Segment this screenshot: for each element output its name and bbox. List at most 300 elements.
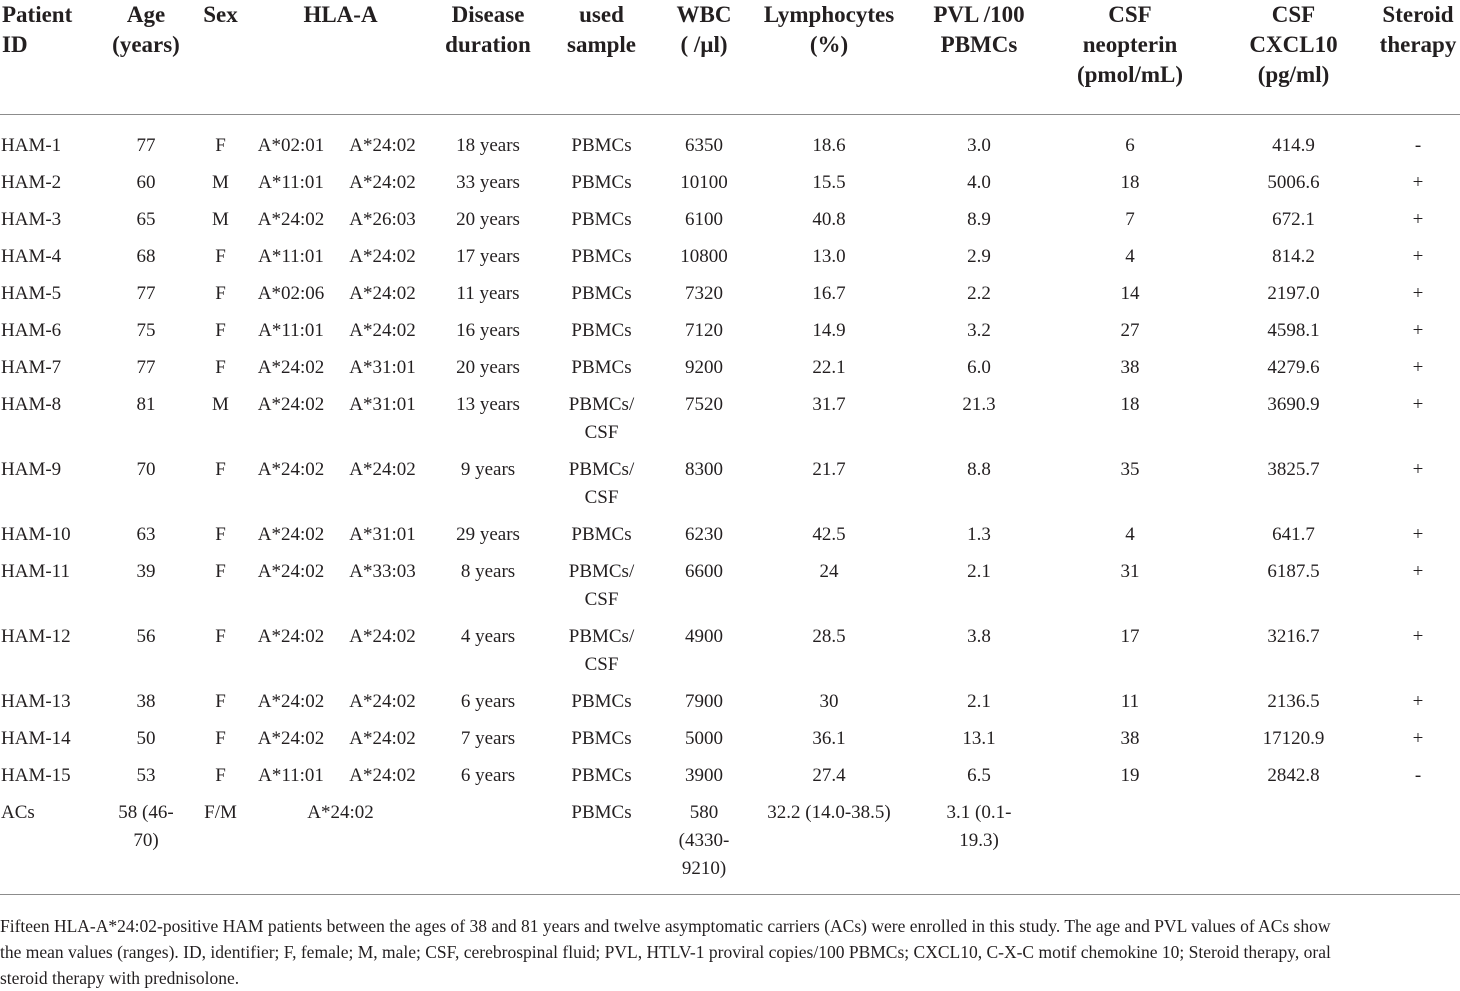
text-line: 14.9: [812, 320, 846, 341]
cell-wbc: [659, 725, 749, 762]
cell-sex: F: [215, 626, 226, 647]
cell-wbc: [659, 558, 749, 623]
cell-lymphocytes: [749, 688, 909, 725]
cell-sex: F/M: [204, 802, 237, 823]
cell-pvl: [909, 391, 1049, 456]
cell-patient-id: ACs: [1, 802, 35, 823]
text-line: 3.0: [967, 135, 991, 156]
text-line: (4330-: [678, 830, 730, 851]
text-line: 1.3: [967, 524, 991, 545]
text-line: 2.1: [967, 691, 991, 712]
text-line: 3.8: [967, 626, 991, 647]
cell-patient-id: HAM-13: [1, 691, 71, 712]
cell-lymphocytes: [749, 799, 909, 895]
cell-disease-duration: 20 years: [456, 209, 520, 230]
text-line: PBMCs: [571, 172, 632, 193]
cell-csf-neopterin: 35: [1120, 459, 1140, 480]
cell-csf-cxcl10: 2136.5: [1267, 691, 1320, 712]
cell-lymphocytes: [749, 115, 909, 170]
table-row: [0, 206, 1460, 243]
cell-hla-allele-2: A*24:02: [349, 283, 416, 304]
text-line: Disease: [451, 2, 525, 27]
cell-used-sample: [544, 762, 659, 799]
cell-sex: F: [215, 357, 226, 378]
text-line: CSF: [1271, 2, 1316, 27]
cell-steroid-therapy: +: [1412, 691, 1424, 712]
cell-lymphocytes: [749, 623, 909, 688]
cell-csf-neopterin: 18: [1120, 394, 1140, 415]
cell-csf-cxcl10: 641.7: [1272, 524, 1315, 545]
text-line: 8.9: [967, 209, 991, 230]
cell-csf-cxcl10: 414.9: [1272, 135, 1315, 156]
cell-hla-allele-2: A*24:02: [349, 459, 416, 480]
cell-disease-duration: 18 years: [456, 135, 520, 156]
cell-csf-neopterin: 11: [1120, 691, 1140, 712]
cell-disease-duration: 7 years: [460, 728, 516, 749]
header-hla-a: [249, 0, 432, 115]
text-line: WBC: [676, 2, 732, 27]
cell-disease-duration: 20 years: [456, 357, 520, 378]
cell-hla-allele-1: A*24:02: [257, 209, 325, 230]
text-line: 3.1 (0.1-: [946, 802, 1012, 823]
cell-pvl: [909, 725, 1049, 762]
cell-hla-allele-1: A*02:01: [257, 135, 325, 156]
text-line: 18.6: [812, 135, 846, 156]
text-line: 10800: [680, 246, 728, 267]
table-row: [0, 762, 1460, 799]
cell-lymphocytes: [749, 558, 909, 623]
cell-age: 81: [136, 394, 156, 415]
cell-pvl: [909, 762, 1049, 799]
text-line: PBMCs/: [568, 394, 635, 415]
text-line: CXCL10: [1249, 32, 1338, 57]
cell-steroid-therapy: -: [1414, 765, 1422, 786]
cell-hla-allele-2: A*31:01: [349, 394, 416, 415]
cell-sex: F: [215, 691, 226, 712]
header-pvl: [909, 0, 1049, 115]
text-line: 6.0: [967, 357, 991, 378]
cell-wbc: [659, 206, 749, 243]
text-line: 58 (46-: [118, 802, 174, 823]
cell-csf-neopterin: 17: [1120, 626, 1140, 647]
text-line: PBMCs: [571, 135, 632, 156]
cell-wbc: [659, 799, 749, 895]
cell-steroid-therapy: [1376, 799, 1460, 895]
text-line: PBMCs: [940, 32, 1018, 57]
cell-pvl: [909, 115, 1049, 170]
cell-hla-allele-2: A*26:03: [349, 209, 416, 230]
cell-patient-id: HAM-6: [1, 320, 62, 341]
text-line: (pg/ml): [1257, 62, 1330, 87]
text-line: 28.5: [812, 626, 846, 647]
text-line: 9200: [685, 357, 723, 378]
cell-age: 77: [136, 135, 156, 156]
text-line: CSF: [584, 589, 619, 610]
table-footnote: [0, 913, 1460, 991]
cell-sex: F: [215, 524, 226, 545]
cell-wbc: [659, 391, 749, 456]
text-line: 5000: [685, 728, 723, 749]
cell-used-sample: [544, 317, 659, 354]
text-line: 6230: [685, 524, 723, 545]
cell-patient-id: HAM-3: [1, 209, 62, 230]
cell-wbc: [659, 688, 749, 725]
cell-age: 75: [136, 320, 156, 341]
cell-steroid-therapy: +: [1412, 283, 1424, 304]
cell-age: 38: [136, 691, 156, 712]
cell-used-sample: [544, 354, 659, 391]
text-line: 9210): [681, 858, 727, 879]
cell-lymphocytes: [749, 725, 909, 762]
cell-wbc: [659, 762, 749, 799]
cell-patient-id: HAM-11: [1, 561, 70, 582]
text-line: PBMCs: [571, 728, 632, 749]
cell-used-sample: [544, 456, 659, 521]
text-line: Lymphocytes: [763, 2, 895, 27]
cell-hla-allele-1: A*24:02: [257, 691, 325, 712]
header-disease-duration: [432, 0, 544, 115]
cell-hla-allele-2: A*31:01: [349, 357, 416, 378]
cell-hla-allele-1: A*24:02: [257, 394, 325, 415]
cell-disease-duration: 33 years: [456, 172, 520, 193]
text-line: (pmol/mL): [1076, 62, 1184, 87]
cell-hla-allele-2: A*24:02: [349, 135, 416, 156]
text-line: 40.8: [812, 209, 846, 230]
cell-hla-allele-2: A*24:02: [349, 691, 416, 712]
cell-sex: M: [212, 394, 229, 415]
cell-wbc: [659, 354, 749, 391]
cell-csf-cxcl10: 4279.6: [1267, 357, 1320, 378]
text-line: 8.8: [967, 459, 991, 480]
cell-csf-cxcl10: 2197.0: [1267, 283, 1320, 304]
text-line: PBMCs: [571, 209, 632, 230]
table-row: [0, 456, 1460, 521]
cell-patient-id: HAM-8: [1, 394, 62, 415]
text-line: 7520: [685, 394, 723, 415]
text-line: 3900: [685, 765, 723, 786]
text-line: 30: [819, 691, 839, 712]
cell-csf-neopterin: 38: [1120, 728, 1140, 749]
cell-patient-id: HAM-5: [1, 283, 62, 304]
cell-pvl: [909, 280, 1049, 317]
text-line: PBMCs: [571, 320, 632, 341]
table-row: [0, 688, 1460, 725]
cell-lymphocytes: [749, 317, 909, 354]
text-line: PBMCs: [571, 246, 632, 267]
cell-patient-id: HAM-9: [1, 459, 62, 480]
text-line: PBMCs: [571, 802, 632, 823]
cell-steroid-therapy: +: [1412, 246, 1424, 267]
cell-wbc: [659, 169, 749, 206]
cell-csf-cxcl10: 814.2: [1272, 246, 1315, 267]
table-row: [0, 521, 1460, 558]
cell-age: 63: [136, 524, 156, 545]
cell-used-sample: [544, 169, 659, 206]
cell-patient-id: HAM-4: [1, 246, 62, 267]
text-line: therapy: [1379, 32, 1457, 57]
text-line: 13.0: [812, 246, 846, 267]
cell-hla-allele-2: A*24:02: [349, 172, 416, 193]
cell-sex: F: [215, 283, 226, 304]
text-line: Age: [126, 2, 166, 27]
cell-hla-allele-1: A*02:06: [257, 283, 325, 304]
cell-csf-neopterin: 18: [1120, 172, 1140, 193]
cell-hla-allele-2: A*33:03: [349, 561, 416, 582]
cell-hla-allele-1: A*24:02: [257, 524, 325, 545]
text-line: 580: [689, 802, 719, 823]
text-line: 32.2 (14.0-38.5): [767, 802, 891, 823]
cell-age: 39: [136, 561, 156, 582]
text-line: ( /µl): [680, 32, 728, 57]
cell-hla-allele-1: A*24:02: [257, 357, 325, 378]
header-row: [0, 0, 1460, 115]
text-line: neopterin: [1082, 32, 1178, 57]
cell-disease-duration: 6 years: [460, 691, 516, 712]
text-line: PBMCs: [571, 524, 632, 545]
cell-pvl: [909, 688, 1049, 725]
cell-csf-neopterin: 6: [1125, 135, 1135, 156]
cell-used-sample: [544, 391, 659, 456]
cell-age: 60: [136, 172, 156, 193]
cell-patient-id: HAM-2: [1, 172, 62, 193]
cell-csf-cxcl10: 5006.6: [1267, 172, 1320, 193]
cell-steroid-therapy: +: [1412, 394, 1424, 415]
cell-csf-neopterin: [1049, 799, 1211, 895]
text-line: 13.1: [962, 728, 996, 749]
cell-hla-allele: A*24:02: [307, 802, 374, 823]
header-lymphocytes: [749, 0, 909, 115]
table-row: [0, 169, 1460, 206]
cell-sex: M: [212, 172, 229, 193]
cell-sex: F: [215, 135, 226, 156]
cell-csf-neopterin: 31: [1120, 561, 1140, 582]
cell-sex: F: [215, 320, 226, 341]
table-header: [0, 0, 1460, 115]
text-line: 2.1: [967, 561, 991, 582]
text-line: 8300: [685, 459, 723, 480]
cell-pvl: [909, 354, 1049, 391]
cell-steroid-therapy: +: [1412, 561, 1424, 582]
cell-pvl: [909, 206, 1049, 243]
text-line: CSF: [584, 422, 619, 443]
cell-disease-duration: 9 years: [460, 459, 516, 480]
cell-lymphocytes: [749, 169, 909, 206]
cell-sex: F: [215, 728, 226, 749]
cell-age: 56: [136, 626, 156, 647]
footnote-line: the mean values (ranges). ID, identifier; F, female; M, male; CSF, cerebrospinal fluid; PVL, HTLV-1 proviral copies/100 PBMCs; CXCL10, C-X-C motif chemokine 10; Steroid therapy, oral: [0, 942, 1331, 962]
footnote-line: steroid therapy with prednisolone.: [0, 968, 240, 988]
text-line: PBMCs: [571, 765, 632, 786]
text-line: PBMCs: [571, 357, 632, 378]
cell-csf-neopterin: 14: [1120, 283, 1140, 304]
cell-patient-id: HAM-10: [1, 524, 71, 545]
cell-pvl: [909, 169, 1049, 206]
cell-used-sample: [544, 725, 659, 762]
table-row: [0, 243, 1460, 280]
cell-steroid-therapy: +: [1412, 209, 1424, 230]
text-line: HLA-A: [303, 2, 378, 27]
cell-wbc: [659, 280, 749, 317]
cell-csf-cxcl10: 672.1: [1272, 209, 1315, 230]
cell-hla-allele-1: A*24:02: [257, 626, 325, 647]
cell-pvl: [909, 558, 1049, 623]
text-line: PBMCs/: [568, 459, 635, 480]
cell-lymphocytes: [749, 456, 909, 521]
text-line: 6600: [685, 561, 723, 582]
cell-steroid-therapy: -: [1414, 135, 1422, 156]
cell-disease-duration: 17 years: [456, 246, 520, 267]
cell-steroid-therapy: +: [1412, 524, 1424, 545]
cell-hla-allele-2: A*31:01: [349, 524, 416, 545]
cell-csf-cxcl10: 3690.9: [1267, 394, 1320, 415]
cell-hla-allele-1: A*11:01: [258, 765, 324, 786]
text-line: 7900: [685, 691, 723, 712]
cell-steroid-therapy: +: [1412, 357, 1424, 378]
table-row: [0, 558, 1460, 623]
cell-csf-neopterin: 27: [1120, 320, 1140, 341]
cell-csf-cxcl10: 3825.7: [1267, 459, 1320, 480]
cell-age: 50: [136, 728, 156, 749]
text-line: Sex: [203, 2, 238, 27]
cell-sex: F: [215, 765, 226, 786]
cell-hla-allele-1: A*11:01: [258, 320, 324, 341]
text-line: 10100: [680, 172, 728, 193]
text-line: duration: [445, 32, 531, 57]
header-wbc: [659, 0, 749, 115]
text-line: 3.2: [967, 320, 991, 341]
table-row: [0, 623, 1460, 688]
header-csf-neopterin: [1049, 0, 1211, 115]
text-line: PVL /100: [933, 2, 1025, 27]
text-line: 42.5: [812, 524, 846, 545]
cell-used-sample: [544, 115, 659, 170]
cell-disease-duration: 13 years: [456, 394, 520, 415]
text-line: PBMCs/: [568, 561, 635, 582]
cell-steroid-therapy: +: [1412, 320, 1424, 341]
cell-steroid-therapy: +: [1412, 626, 1424, 647]
cell-used-sample: [544, 688, 659, 725]
cell-disease-duration: 8 years: [460, 561, 516, 582]
text-line: used: [579, 2, 624, 27]
cell-hla-allele-1: A*11:01: [258, 246, 324, 267]
header-age: [100, 0, 192, 115]
cell-patient-id: HAM-12: [1, 626, 71, 647]
cell-csf-cxcl10: 3216.7: [1267, 626, 1320, 647]
text-line: 6100: [685, 209, 723, 230]
cell-lymphocytes: [749, 521, 909, 558]
cell-hla-allele-1: A*11:01: [258, 172, 324, 193]
cell-steroid-therapy: +: [1412, 459, 1424, 480]
footnote-line: Fifteen HLA-A*24:02-positive HAM patients between the ages of 38 and 81 years and twelve asymptomatic carriers (ACs) were enrolled in this study. The age and PVL values of ACs show: [0, 916, 1331, 936]
text-line: 21.7: [812, 459, 846, 480]
text-line: 7320: [685, 283, 723, 304]
cell-csf-cxcl10: 2842.8: [1267, 765, 1320, 786]
text-line: 6350: [685, 135, 723, 156]
cell-hla-allele-2: A*24:02: [349, 765, 416, 786]
cell-sex: F: [215, 459, 226, 480]
cell-disease-duration: 4 years: [460, 626, 516, 647]
cell-csf-neopterin: 4: [1125, 246, 1135, 267]
text-line: 22.1: [812, 357, 846, 378]
cell-hla-allele-2: A*24:02: [349, 246, 416, 267]
text-line: 7120: [685, 320, 723, 341]
cell-hla-allele-1: A*24:02: [257, 561, 325, 582]
cell-wbc: [659, 243, 749, 280]
cell-disease-duration: 16 years: [456, 320, 520, 341]
cell-sex: M: [212, 209, 229, 230]
cell-lymphocytes: [749, 243, 909, 280]
cell-lymphocytes: [749, 354, 909, 391]
table-row: [0, 725, 1460, 762]
text-line: CSF: [584, 654, 619, 675]
text-line: ID: [2, 32, 28, 57]
cell-disease-duration: 11 years: [456, 283, 520, 304]
cell-csf-neopterin: 7: [1125, 209, 1135, 230]
cell-age: 70: [136, 459, 156, 480]
cell-lymphocytes: [749, 206, 909, 243]
table-row: [0, 391, 1460, 456]
header-sex: [192, 0, 249, 115]
text-line: 19.3): [959, 830, 999, 851]
cell-used-sample: [544, 558, 659, 623]
cell-patient-id: HAM-7: [1, 357, 62, 378]
text-line: 16.7: [812, 283, 846, 304]
header-used-sample: [544, 0, 659, 115]
cell-disease-duration: 6 years: [460, 765, 516, 786]
cell-patient-id: HAM-14: [1, 728, 71, 749]
cell-pvl: [909, 799, 1049, 895]
table-row: [0, 280, 1460, 317]
text-line: 70): [133, 830, 159, 851]
cell-used-sample: [544, 623, 659, 688]
text-line: 21.3: [962, 394, 996, 415]
cell-steroid-therapy: +: [1412, 172, 1424, 193]
cell-age: 68: [136, 246, 156, 267]
cell-csf-cxcl10: [1211, 799, 1376, 895]
header-csf-cxcl10: [1211, 0, 1376, 115]
cell-csf-neopterin: 4: [1125, 524, 1135, 545]
cell-age: 77: [136, 357, 156, 378]
cell-hla-allele-2: A*24:02: [349, 320, 416, 341]
cell-used-sample: [544, 243, 659, 280]
cell-sex: F: [215, 246, 226, 267]
cell-disease-duration: [432, 799, 544, 895]
cell-used-sample: [544, 799, 659, 895]
cell-hla-allele-2: A*24:02: [349, 626, 416, 647]
cell-hla-allele-2: A*24:02: [349, 728, 416, 749]
text-line: 4900: [685, 626, 723, 647]
cell-csf-cxcl10: 4598.1: [1267, 320, 1320, 341]
text-line: 6.5: [967, 765, 991, 786]
cell-wbc: [659, 623, 749, 688]
text-line: PBMCs/: [568, 626, 635, 647]
cell-pvl: [909, 623, 1049, 688]
cell-age: 77: [136, 283, 156, 304]
text-line: sample: [567, 32, 636, 57]
cell-patient-id: HAM-15: [1, 765, 71, 786]
text-line: 27.4: [812, 765, 846, 786]
cell-used-sample: [544, 521, 659, 558]
cell-pvl: [909, 317, 1049, 354]
text-line: Patient: [2, 2, 73, 27]
cell-hla-allele-1: A*24:02: [257, 728, 325, 749]
text-line: (years): [112, 32, 180, 57]
text-line: PBMCs: [571, 691, 632, 712]
text-line: PBMCs: [571, 283, 632, 304]
cell-pvl: [909, 521, 1049, 558]
cell-csf-neopterin: 19: [1120, 765, 1140, 786]
header-patient-id: [0, 0, 100, 115]
